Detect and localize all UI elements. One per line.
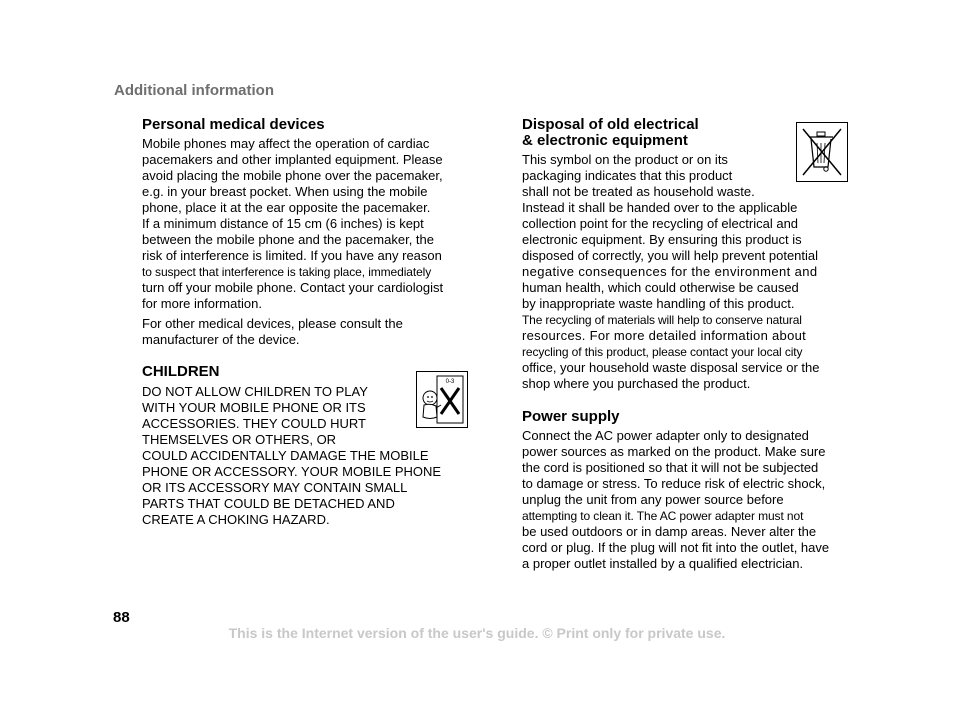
- text-line: resources. For more detailed information about: [522, 328, 807, 343]
- text-line: avoid placing the mobile phone over the pacemaker,: [142, 168, 443, 183]
- text-line: human health, which could otherwise be caused: [522, 280, 799, 295]
- text-line: PARTS THAT COULD BE DETACHED AND: [142, 496, 395, 511]
- copyright-notice: This is the Internet version of the user's guide. © Print only for private use.: [228, 625, 726, 641]
- power-supply-paragraph: [522, 428, 829, 572]
- text-line: a proper outlet installed by a qualified electrician.: [522, 556, 804, 571]
- page-number: 88: [113, 609, 130, 626]
- section-header: Additional information: [114, 82, 274, 99]
- text-line: attempting to clean it. The AC power adapter must not: [522, 509, 804, 523]
- text-line: For other medical devices, please consult the: [142, 316, 403, 331]
- text-line: be used outdoors or in damp areas. Never alter the: [522, 524, 817, 539]
- text-line: between the mobile phone and the pacemaker, the: [142, 232, 434, 247]
- disposal-heading: [522, 117, 699, 149]
- text-line: by inappropriate waste handling of this product.: [522, 296, 795, 311]
- text-line: cord or plug. If the plug will not fit into the outlet, have: [522, 540, 830, 555]
- text-line: Instead it shall be handed over to the applicable: [522, 200, 798, 215]
- text-line: THEMSELVES OR OTHERS, OR: [142, 432, 337, 447]
- text-line: packaging indicates that this product: [522, 168, 733, 183]
- text-line: OR ITS ACCESSORY MAY CONTAIN SMALL: [142, 480, 408, 495]
- children-heading: CHILDREN: [142, 363, 220, 380]
- text-line: Connect the AC power adapter only to designated: [522, 428, 809, 443]
- text-line: risk of interference is limited. If you have any reason: [142, 248, 442, 263]
- text-line: shop where you purchased the product.: [522, 376, 751, 391]
- age-label: 0-3: [445, 379, 455, 385]
- text-line: COULD ACCIDENTALLY DAMAGE THE MOBILE: [142, 448, 429, 463]
- disposal-heading-line: & electronic equipment: [522, 132, 688, 149]
- text-line: manufacturer of the device.: [142, 332, 300, 347]
- text-line: DO NOT ALLOW CHILDREN TO PLAY: [142, 384, 368, 399]
- text-line: PHONE OR ACCESSORY. YOUR MOBILE PHONE: [142, 464, 442, 479]
- medical-devices-paragraph: [142, 136, 443, 312]
- text-line: for more information.: [142, 296, 262, 311]
- text-line: WITH YOUR MOBILE PHONE OR ITS: [142, 400, 366, 415]
- text-line: collection point for the recycling of electrical and: [522, 216, 799, 231]
- medical-devices-note: [142, 316, 403, 348]
- child-choking-hazard-icon: [416, 371, 468, 428]
- text-line: negative consequences for the environment and: [522, 264, 818, 279]
- text-line: recycling of this product, please contact your local city: [522, 345, 803, 359]
- text-line: the cord is positioned so that it will not be subjected: [522, 460, 819, 475]
- text-line: power sources as marked on the product. Make sure: [522, 444, 826, 459]
- children-paragraph: [142, 384, 441, 528]
- disposal-paragraph: [522, 152, 819, 392]
- medical-devices-heading: Personal medical devices: [142, 116, 325, 133]
- text-line: pacemakers and other implanted equipment. Please: [142, 152, 443, 167]
- text-line: shall not be treated as household waste.: [522, 184, 755, 199]
- text-line: The recycling of materials will help to conserve natural: [522, 313, 802, 327]
- text-line: ACCESSORIES. THEY COULD HURT: [142, 416, 366, 431]
- disposal-heading-line: Disposal of old electrical: [522, 116, 699, 133]
- power-supply-heading: Power supply: [522, 408, 620, 425]
- text-line: to damage or stress. To reduce risk of electric shock,: [522, 476, 826, 491]
- text-line: to suspect that interference is taking place, immediately: [142, 265, 432, 279]
- text-line: disposed of correctly, you will help prevent potential: [522, 248, 819, 263]
- text-line: CREATE A CHOKING HAZARD.: [142, 512, 330, 527]
- text-line: office, your household waste disposal service or the: [522, 360, 820, 375]
- text-line: Mobile phones may affect the operation of cardiac: [142, 136, 430, 151]
- text-line: phone, place it at the ear opposite the pacemaker.: [142, 200, 431, 215]
- text-line: If a minimum distance of 15 cm (6 inches) is kept: [142, 216, 424, 231]
- text-line: unplug the unit from any power source before: [522, 492, 784, 507]
- text-line: turn off your mobile phone. Contact your cardiologist: [142, 280, 444, 295]
- text-line: electronic equipment. By ensuring this product is: [522, 232, 802, 247]
- text-line: e.g. in your breast pocket. When using the mobile: [142, 184, 428, 199]
- text-line: This symbol on the product or on its: [522, 152, 728, 167]
